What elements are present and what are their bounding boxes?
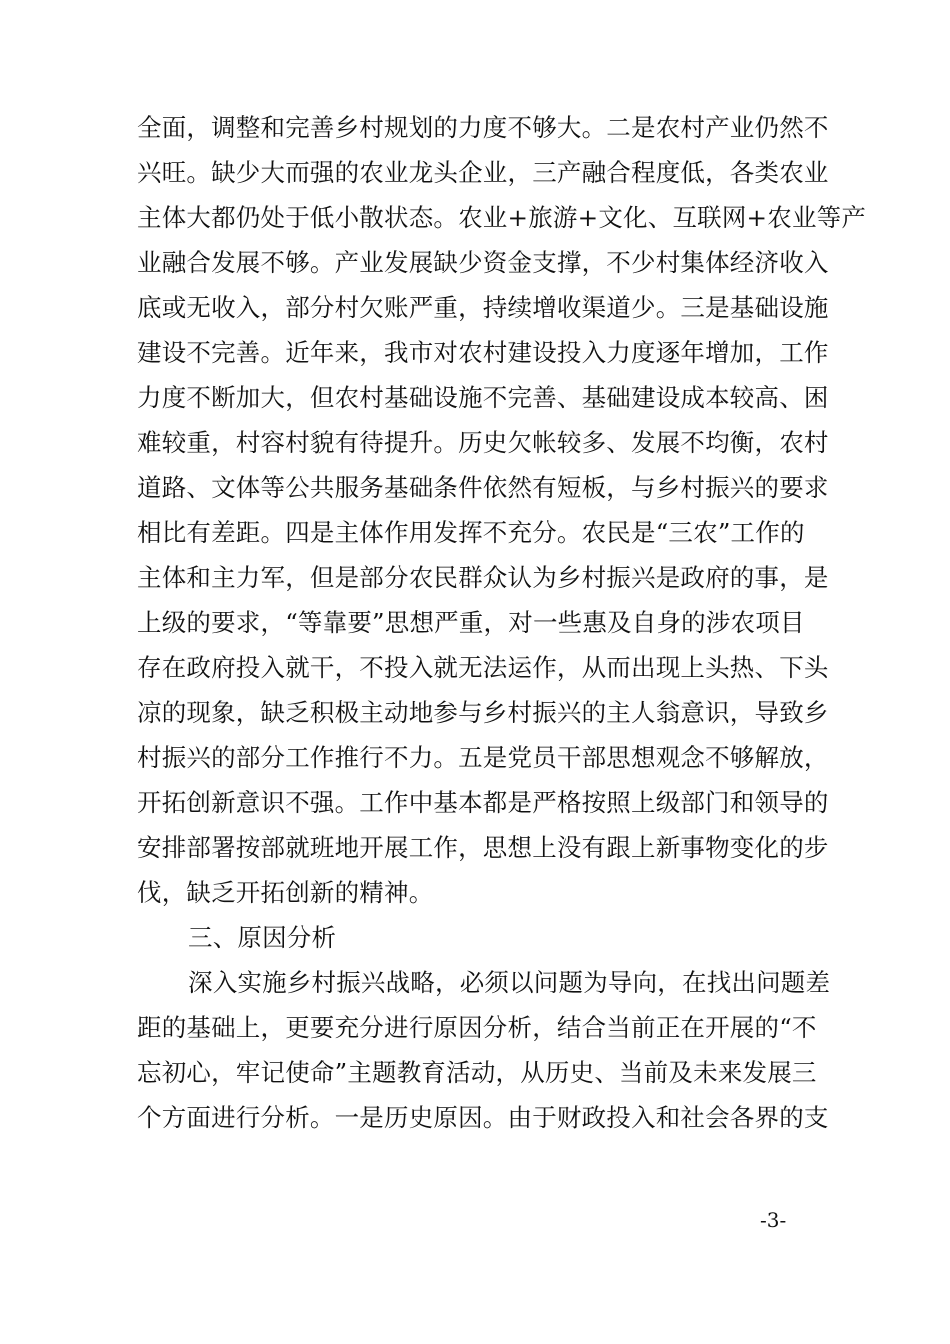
page-number: -3-: [760, 1208, 787, 1232]
text-line: 深入实施乡村振兴战略，必须以问题为导向，在找出问题差: [188, 968, 831, 997]
section-heading: 三、原因分析: [188, 923, 337, 952]
text-line: 业融合发展不够。产业发展缺少资金支撑，不少村集体经济收入: [137, 248, 829, 277]
text-line: 距的基础上，更要充分进行原因分析，结合当前正在开展的“不: [137, 1013, 817, 1042]
text-line: 难较重，村容村貌有待提升。历史欠帐较多、发展不均衡，农村: [137, 428, 829, 457]
text-line: 底或无收入，部分村欠账严重，持续增收渠道少。三是基础设施: [137, 293, 829, 322]
text-line: 相比有差距。四是主体作用发挥不充分。农民是“三农”工作的: [137, 518, 805, 547]
text-line: 道路、文体等公共服务基础条件依然有短板，与乡村振兴的要求: [137, 473, 829, 502]
text-line: 安排部署按部就班地开展工作，思想上没有跟上新事物变化的步: [137, 833, 829, 862]
text-line: 建设不完善。近年来，我市对农村建设投入力度逐年增加，工作: [137, 338, 829, 367]
text-line: 凉的现象，缺乏积极主动地参与乡村振兴的主人翁意识，导致乡: [137, 698, 829, 727]
text-line: 村振兴的部分工作推行不力。五是党员干部思想观念不够解放，: [137, 743, 829, 772]
text-line: 忘初心，牢记使命”主题教育活动，从历史、当前及未来发展三: [137, 1058, 817, 1087]
text-line: 上级的要求，“等靠要”思想严重，对一些惠及自身的涉农项目: [137, 608, 805, 637]
text-line: 开拓创新意识不强。工作中基本都是严格按照上级部门和领导的: [137, 788, 829, 817]
text-line: 力度不断加大，但农村基础设施不完善、基础建设成本较高、困: [137, 383, 829, 412]
text-line: 主体大都仍处于低小散状态。农业+旅游+文化、互联网+农业等产: [137, 203, 867, 232]
text-line: 兴旺。缺少大而强的农业龙头企业，三产融合程度低，各类农业: [137, 158, 829, 187]
text-line: 存在政府投入就干，不投入就无法运作，从而出现上头热、下头: [137, 653, 829, 682]
text-line: 个方面进行分析。一是历史原因。由于财政投入和社会各界的支: [137, 1103, 829, 1132]
text-line: 主体和主力军，但是部分农民群众认为乡村振兴是政府的事，是: [137, 563, 829, 592]
text-line: 全面，调整和完善乡村规划的力度不够大。二是农村产业仍然不: [137, 113, 829, 142]
text-line: 伐，缺乏开拓创新的精神。: [137, 878, 434, 907]
